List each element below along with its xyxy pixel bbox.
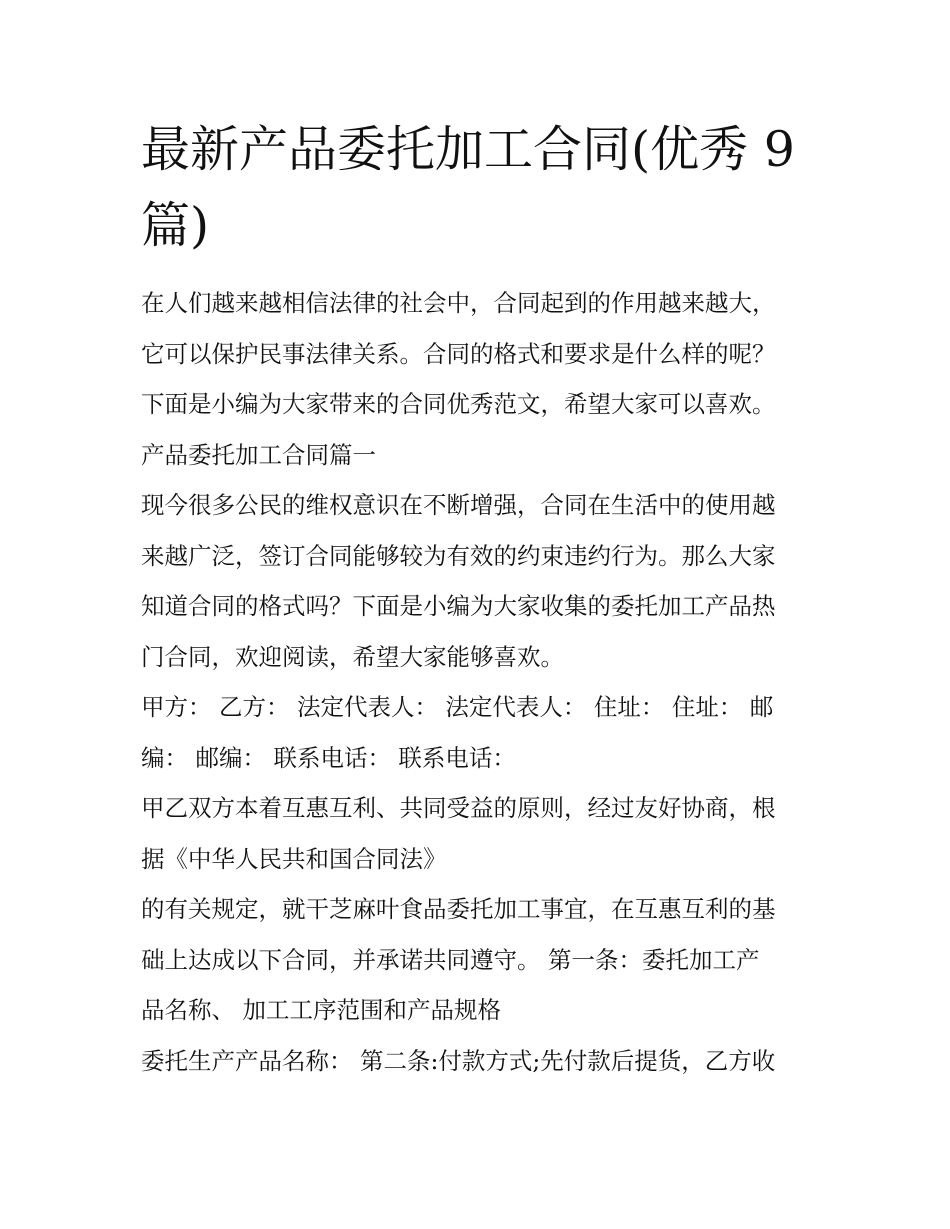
body-paragraph — [141, 884, 816, 1036]
text-line: 品名称、 加工工序范围和产品规格 — [141, 996, 501, 1024]
body-paragraph — [141, 480, 816, 682]
text-line: 来越广泛，签订合同能够较为有效的约束违约行为。那么大家 — [141, 541, 776, 570]
document-title — [141, 112, 816, 264]
text-line: 据《中华人民共和国合同法》 — [141, 844, 447, 873]
section-heading — [141, 430, 816, 481]
text-line: 门合同，欢迎阅读，希望大家能够喜欢。 — [141, 642, 564, 671]
text-line: 甲方： 乙方： 法定代表人： 法定代表人： 住址： 住址： 邮 — [141, 693, 774, 721]
intro-paragraph — [141, 278, 816, 430]
text-line: 知道合同的格式吗？下面是小编为大家收集的委托加工产品热 — [141, 592, 776, 620]
document-body — [141, 112, 816, 1086]
text-line: 下面是小编为大家带来的合同优秀范文，希望大家可以喜欢。 — [141, 390, 776, 418]
text-line: 在人们越来越相信法律的社会中，合同起到的作用越来越大， — [141, 289, 776, 317]
body-paragraph — [141, 1036, 816, 1087]
text-line: 编： 邮编： 联系电话： 联系电话： — [141, 743, 516, 772]
text-line: 础上达成以下合同，并承诺共同遵守。 第一条：委托加工产 — [141, 945, 760, 974]
party-fields-paragraph — [141, 682, 816, 783]
text-line: 产品委托加工合同篇一 — [141, 440, 376, 469]
text-line: 甲乙双方本着互惠互利、共同受益的原则，经过友好协商，根 — [141, 794, 776, 822]
title-line: 篇) — [141, 197, 210, 254]
text-line: 委托生产产品名称： 第二条:付款方式;先付款后提货，乙方收 — [141, 1046, 776, 1075]
text-line: 现今很多公民的维权意识在不断增强，合同在生活中的使用越 — [141, 491, 776, 519]
body-paragraph — [141, 783, 816, 884]
text-line: 它可以保护民事法律关系。合同的格式和要求是什么样的呢？ — [141, 339, 776, 368]
title-line: 最新产品委托加工合同(优秀 9 — [141, 121, 795, 178]
text-line: 的有关规定，就干芝麻叶食品委托加工事宜，在互惠互利的基 — [141, 895, 776, 923]
